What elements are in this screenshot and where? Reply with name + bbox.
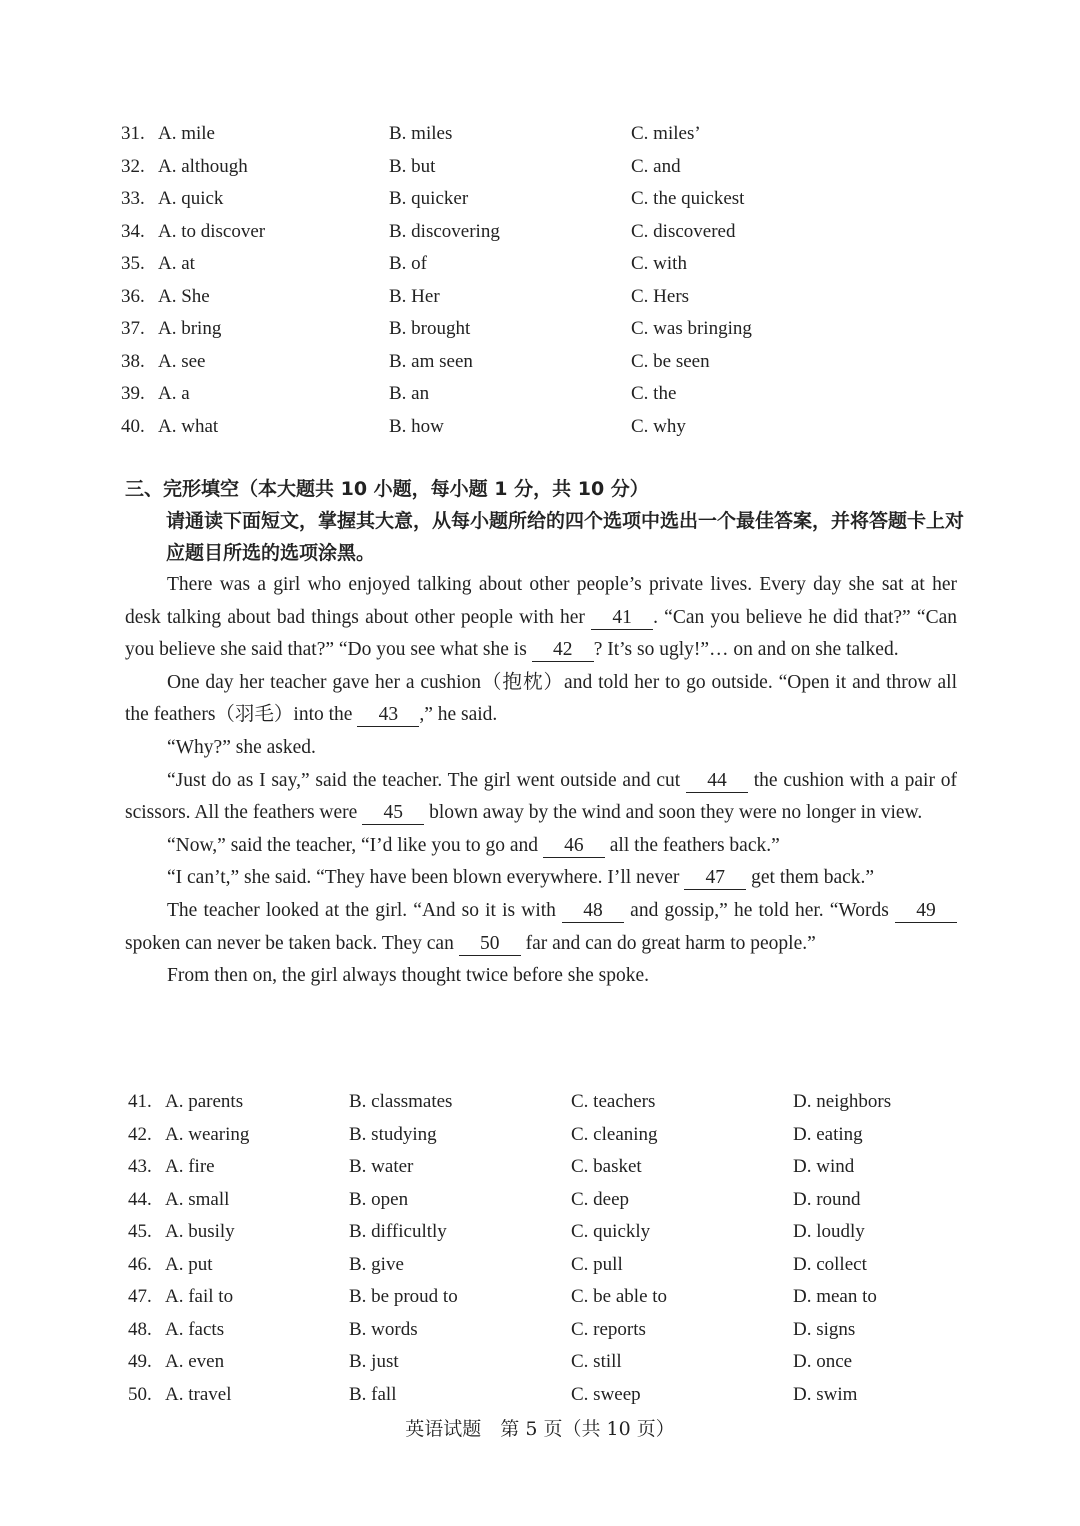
question-number: 43. [128, 1156, 152, 1177]
option-d[interactable]: D. once [793, 1351, 853, 1372]
section-title: 三、完形填空（本大题共 10 小题，每小题 1 分，共 10 分） [125, 478, 649, 500]
question-number: 39. [121, 383, 145, 404]
section-instructions: 请通读下面短文，掌握其大意，从每小题所给的四个选项中选出一个最佳答案，并将答题卡上对应题目所选的选项涂黑。 [166, 510, 965, 564]
option-b[interactable]: B. give [349, 1253, 404, 1275]
option-b[interactable]: B. how [389, 415, 444, 437]
paragraph [125, 765, 957, 830]
option-a[interactable]: A. mile [158, 123, 215, 144]
page-footer: 英语试题 第 5 页（共 10 页） [405, 1418, 675, 1440]
option-a[interactable]: A. see [158, 350, 206, 372]
option-c[interactable]: C. deep [571, 1188, 630, 1210]
option-b[interactable]: B. studying [349, 1123, 437, 1145]
option-c[interactable]: C. discovered [631, 220, 736, 242]
passage-text: “I can’t,” she said. “They have been blown everywhere. I’ll never [167, 867, 685, 889]
option-c[interactable]: C. the quickest [631, 188, 745, 209]
question-number: 36. [121, 285, 145, 307]
question-number: 41. [128, 1091, 152, 1112]
option-c[interactable]: C. be seen [631, 350, 710, 372]
passage-text: and gossip,” he told her. “Words [624, 899, 895, 921]
option-a[interactable]: A. small [165, 1188, 230, 1210]
passage-text: One day her teacher gave her a cushion（抱枕）and told her to go outside. “Open it and throw all the feathers（羽毛）into the [125, 671, 957, 726]
blank-45[interactable]: 45 [362, 802, 424, 825]
option-d[interactable]: D. eating [793, 1123, 863, 1145]
paragraph [125, 830, 957, 863]
passage-text: ? It’s so ugly!”… on and on she talked. [593, 639, 899, 661]
option-d[interactable]: D. signs [793, 1318, 856, 1340]
paragraph [125, 960, 957, 993]
blank-42[interactable]: 42 [532, 639, 594, 662]
passage-text: . “Can you believe he did that?” “Can you believe she said that?” “Do you see what she is [125, 606, 957, 661]
option-b[interactable]: B. an [389, 383, 430, 404]
question-number: 35. [121, 253, 145, 274]
option-c[interactable]: C. why [631, 415, 686, 437]
passage-text: spoken can never be taken back. They can [125, 932, 459, 954]
option-c[interactable]: C. pull [571, 1253, 623, 1275]
passage-text: The teacher looked at the girl. “And so it is with [167, 899, 563, 921]
paragraph [125, 667, 957, 732]
passage-text: blown away by the wind and soon they were no longer in view. [424, 802, 923, 824]
blank-48[interactable]: 48 [562, 900, 624, 923]
passage-text: There was a girl who enjoyed talking about other people’s private lives. Every day she sat at her desk talking about bad things about other people with her [125, 574, 957, 628]
option-a[interactable]: A. what [158, 415, 219, 437]
option-b[interactable]: B. difficultly [349, 1221, 447, 1242]
option-a[interactable]: A. facts [165, 1318, 225, 1340]
option-b[interactable]: B. quicker [389, 188, 469, 209]
option-c[interactable]: C. still [571, 1351, 622, 1372]
cloze-passage [125, 569, 957, 993]
blank-47[interactable]: 47 [684, 867, 746, 890]
passage-text: get them back.” [746, 867, 875, 889]
option-c[interactable]: C. basket [571, 1156, 642, 1177]
option-b[interactable]: B. brought [389, 318, 471, 339]
paragraph [125, 732, 957, 765]
question-number: 34. [121, 220, 145, 242]
option-d[interactable]: D. mean to [793, 1286, 877, 1307]
option-b[interactable]: B. of [389, 253, 427, 274]
option-d[interactable]: D. wind [793, 1156, 855, 1177]
option-a[interactable]: A. fire [165, 1156, 215, 1177]
option-a[interactable]: A. to discover [158, 220, 266, 242]
option-c[interactable]: C. teachers [571, 1091, 656, 1112]
blank-44[interactable]: 44 [686, 770, 748, 793]
option-b[interactable]: B. Her [389, 285, 440, 307]
option-d[interactable]: D. collect [793, 1253, 867, 1275]
option-b[interactable]: B. but [389, 155, 436, 177]
option-c[interactable]: C. be able to [571, 1286, 668, 1307]
option-a[interactable]: A. parents [165, 1091, 244, 1112]
option-a[interactable]: A. fail to [165, 1286, 234, 1307]
option-c[interactable]: C. cleaning [571, 1123, 658, 1145]
passage-text: the cushion with a pair of scissors. All the feathers were [125, 769, 957, 824]
blank-43[interactable]: 43 [357, 704, 419, 727]
question-number: 37. [121, 318, 145, 339]
option-a[interactable]: A. a [158, 383, 190, 404]
option-c[interactable]: C. the [631, 383, 677, 404]
option-b[interactable]: B. open [349, 1188, 409, 1210]
option-a[interactable]: A. She [158, 285, 210, 307]
question-number: 46. [128, 1253, 152, 1275]
question-number: 33. [121, 188, 145, 209]
option-c[interactable]: C. Hers [631, 285, 690, 307]
option-a[interactable]: A. bring [158, 318, 222, 339]
option-a[interactable]: A. quick [158, 188, 224, 209]
option-b[interactable]: B. am seen [389, 350, 473, 372]
option-c[interactable]: C. quickly [571, 1221, 651, 1242]
option-a[interactable]: A. busily [165, 1221, 235, 1242]
question-number: 45. [128, 1221, 152, 1242]
option-c[interactable]: C. sweep [571, 1383, 641, 1405]
passage-text: far and can do great harm to people.” [520, 932, 816, 954]
option-b[interactable]: B. fall [349, 1383, 397, 1405]
passage-text: “Now,” said the teacher, “I’d like you to go and [167, 834, 543, 856]
option-a[interactable]: A. even [165, 1351, 225, 1372]
blank-46[interactable]: 46 [543, 835, 605, 858]
option-a[interactable]: A. although [158, 155, 248, 177]
option-b[interactable]: B. discovering [389, 220, 500, 242]
option-d[interactable]: D. round [793, 1188, 861, 1210]
option-b[interactable]: B. miles [389, 123, 453, 144]
question-number: 47. [128, 1286, 152, 1307]
option-c[interactable]: C. was bringing [631, 318, 752, 339]
paragraph [125, 569, 957, 667]
option-b[interactable]: B. just [349, 1351, 399, 1372]
option-b[interactable]: B. words [349, 1318, 418, 1340]
passage-text: From then on, the girl always thought twice before she spoke. [167, 965, 649, 987]
passage-text: “Why?” she asked. [167, 736, 316, 758]
option-a[interactable]: A. put [165, 1253, 213, 1275]
question-number: 32. [121, 155, 145, 177]
paragraph [125, 862, 957, 895]
option-c[interactable]: C. reports [571, 1318, 646, 1340]
passage-text: ,” he said. [419, 704, 498, 726]
option-d[interactable]: D. swim [793, 1383, 858, 1405]
blank-41[interactable]: 41 [591, 607, 653, 630]
option-b[interactable]: B. be proud to [349, 1286, 458, 1307]
question-number: 31. [121, 123, 145, 144]
option-d[interactable]: D. loudly [793, 1221, 865, 1242]
blank-49[interactable]: 49 [895, 900, 957, 923]
passage-text: “Just do as I say,” said the teacher. The girl went outside and cut [167, 769, 686, 791]
option-a[interactable]: A. travel [165, 1383, 232, 1405]
question-number: 50. [128, 1383, 152, 1405]
question-number: 38. [121, 350, 145, 372]
question-number: 42. [128, 1123, 152, 1145]
option-b[interactable]: B. classmates [349, 1091, 453, 1112]
paragraph [125, 895, 957, 960]
option-c[interactable]: C. and [631, 155, 681, 177]
option-b[interactable]: B. water [349, 1156, 414, 1177]
passage-text: all the feathers back.” [604, 834, 780, 856]
option-a[interactable]: A. at [158, 253, 195, 274]
option-d[interactable]: D. neighbors [793, 1091, 892, 1112]
question-number: 48. [128, 1318, 152, 1340]
blank-50[interactable]: 50 [459, 933, 521, 956]
option-c[interactable]: C. miles’ [631, 123, 701, 144]
option-c[interactable]: C. with [631, 253, 687, 274]
question-number: 49. [128, 1351, 152, 1372]
option-a[interactable]: A. wearing [165, 1123, 250, 1145]
question-number: 40. [121, 415, 145, 437]
question-number: 44. [128, 1188, 152, 1210]
